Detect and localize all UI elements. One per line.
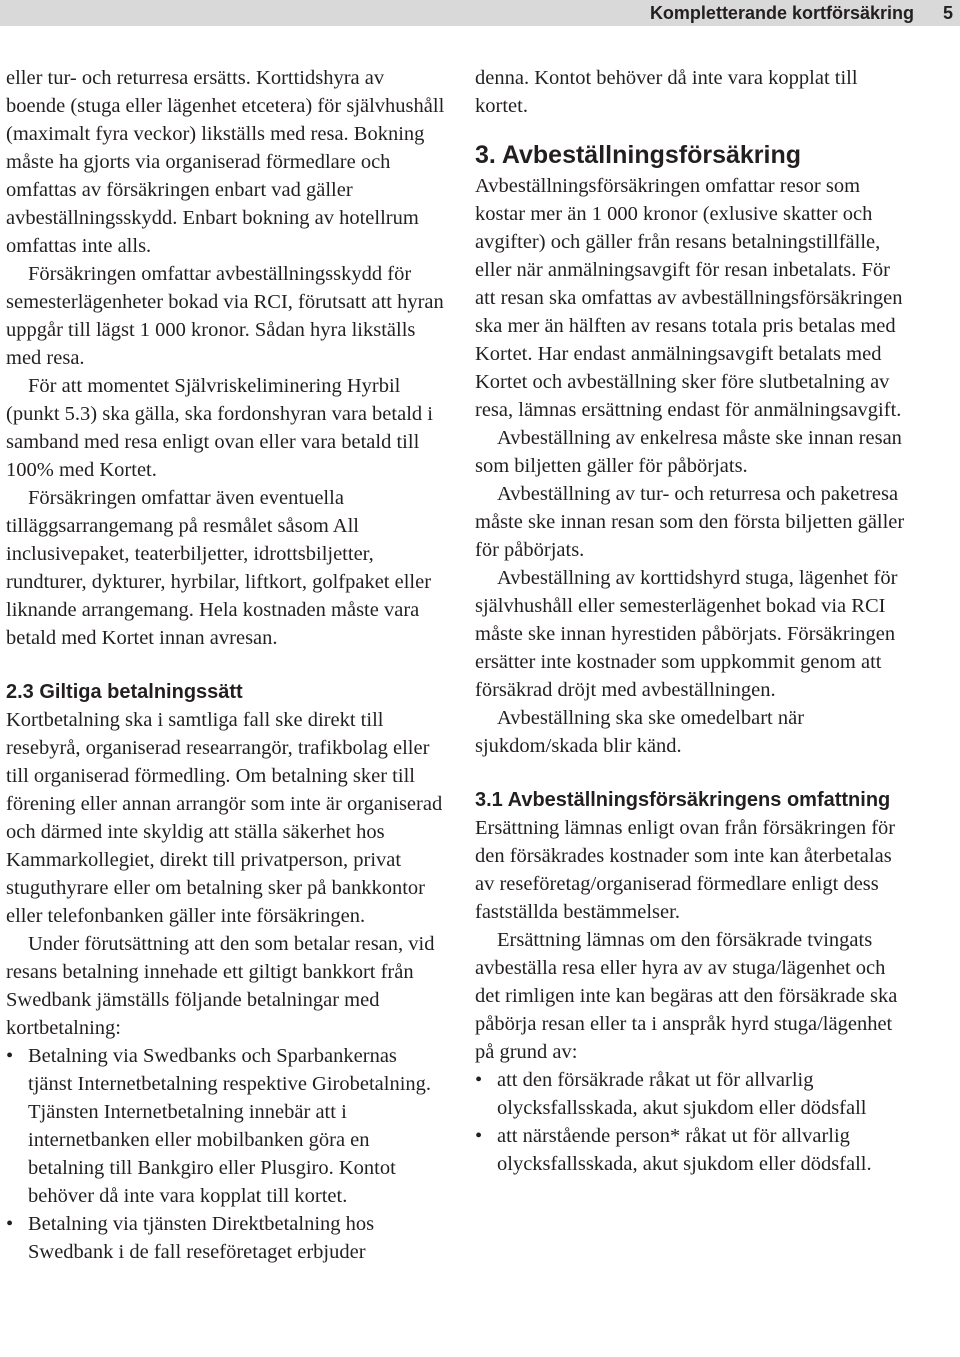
section-heading: 2.3 Giltiga betalningssätt: [6, 681, 243, 703]
list-item: [6, 1210, 446, 1266]
paragraph: Ersättning lämnas enligt ovan från försäkringen för den försäkrades kostnader som inte kan återbetalas av reseföretag/organiserad förmedlare enligt dess fastställda bestämmelser.: [475, 817, 896, 923]
page-number: 5: [942, 3, 953, 23]
list-item-text: Betalning via Swedbanks och Sparbankernas tjänst Internetbetalning respektive Girobetalning. Tjänsten Internetbetalning innebär att i internetbanken eller mobilbanken göra en betalning till Bankgiro eller Plusgiro. Kontot behöver då inte vara kopplat till kortet.: [28, 1045, 432, 1207]
paragraph: Försäkringen omfattar även eventuella tilläggsarrangemang på resmålet såsom All inclusivepaket, teaterbiljetter, idrottsbiljetter, rundturer, dykturer, hyrbilar, liftkort, golfpaket eller liknande arrangemang. Hela kostnaden måste vara betald med Kortet innan avresan.: [6, 487, 432, 649]
paragraph: denna. Kontot behöver då inte vara kopplat till kortet.: [475, 67, 858, 117]
paragraph: Ersättning lämnas om den försäkrade tvingats avbeställa resa eller hyra av av stuga/lägenhet och det rimligen inte kan begäras att den försäkrade ska påbörja resan eller ta i anspråk hyrd stuga/lägenhet på grund av:: [475, 929, 898, 1063]
paragraph: Kortbetalning ska i samtliga fall ske direkt till resebyrå, organiserad researrangör, trafikbolag eller till organiserad förmedling. Om betalning sker till förening eller annan arrangör som inte är organiserad och därmed inte skyldig att ställa säkerhet hos Kammarkollegiet, direkt till privatperson, privat stuguthyrare eller om betalning sker på bankkontor eller telefonbanken gäller inte försäkringen.: [6, 709, 443, 927]
bullet-marker: •: [475, 1069, 483, 1091]
left-column: [6, 64, 446, 1266]
paragraph: Försäkringen omfattar avbeställningsskydd för semesterlägenheter bokad via RCI, förutsatt att hyran uppgår till lägst 1 000 kronor. Sådan hyra likställs med resa.: [6, 263, 444, 369]
list-item: [6, 1042, 446, 1210]
paragraph: Avbeställning av korttidshyrd stuga, lägenhet för självhushåll eller semesterlägenhet bokad via RCI måste ske innan hyrestiden påbörjats. Försäkringen ersätter inte kostnader som uppkommit genom att försäkrad dröjt med avbeställningen.: [475, 567, 898, 701]
running-title: Kompletterande kortförsäkring: [649, 3, 914, 23]
bullet-marker: •: [6, 1213, 14, 1235]
paragraph: Avbeställning av enkelresa måste ske innan resan som biljetten gäller för påbörjats.: [475, 427, 902, 477]
page-header: [0, 0, 960, 26]
list-item-text: att närstående person* råkat ut för allvarlig olycksfallsskada, akut sjukdom eller dödsfall.: [497, 1125, 872, 1175]
bullet-marker: •: [475, 1125, 483, 1147]
bullet-list: [475, 1066, 915, 1178]
list-item: [475, 1066, 915, 1122]
list-item-text: Betalning via tjänsten Direktbetalning hos Swedbank i de fall reseföretaget erbjuder: [28, 1213, 375, 1263]
paragraph: Avbeställning ska ske omedelbart när sjukdom/skada blir känd.: [475, 707, 805, 757]
paragraph: Avbeställningsförsäkringen omfattar resor som kostar mer än 1 000 kronor (exlusive skatter och avgifter) och gäller från resans betalningstillfälle, eller när anmälningsavgift för resan inbetalats. För att resan ska omfattas av avbeställningsförsäkringen ska mer än hälften av resans totala pris betalas med Kortet. Har endast anmälningsavgift betalats med Kortet och avbeställning sker före slutbetalning av resa, lämnas ersättning endast för anmälningsavgift.: [475, 175, 903, 421]
bullet-list: [6, 1042, 446, 1266]
paragraph: För att momentet Självriskeliminering Hyrbil (punkt 5.3) ska gälla, ska fordonshyran vara betald i samband med resa enligt ovan eller vara betald till 100% med Kortet.: [6, 375, 433, 481]
paragraph: eller tur- och returresa ersätts. Korttidshyra av boende (stuga eller lägenhet etcetera) för självhushåll (maximalt fyra veckor) likställs med resa. Bokning måste ha gjorts via organiserad förmedlare och omfattas av försäkringen enbart vad gäller avbeställningsskydd. Enbart bokning av hotellrum omfattas inte alls.: [6, 67, 445, 257]
paragraph: Under förutsättning att den som betalar resan, vid resans betalning innehade ett giltigt bankkort från Swedbank jämställs följande betalningar med kortbetalning:: [6, 933, 435, 1039]
paragraph: Avbeställning av tur- och returresa och paketresa måste ske innan resan som den första biljetten gäller för påbörjats.: [475, 483, 905, 561]
bullet-marker: •: [6, 1045, 14, 1067]
list-item-text: att den försäkrade råkat ut för allvarlig olycksfallsskada, akut sjukdom eller dödsfall: [497, 1069, 867, 1119]
section-heading: 3.1 Avbeställningsförsäkringens omfattning: [475, 789, 891, 811]
right-column: [475, 64, 915, 1178]
list-item: [475, 1122, 915, 1178]
section-heading: 3. Avbeställningsförsäkring: [475, 141, 802, 169]
